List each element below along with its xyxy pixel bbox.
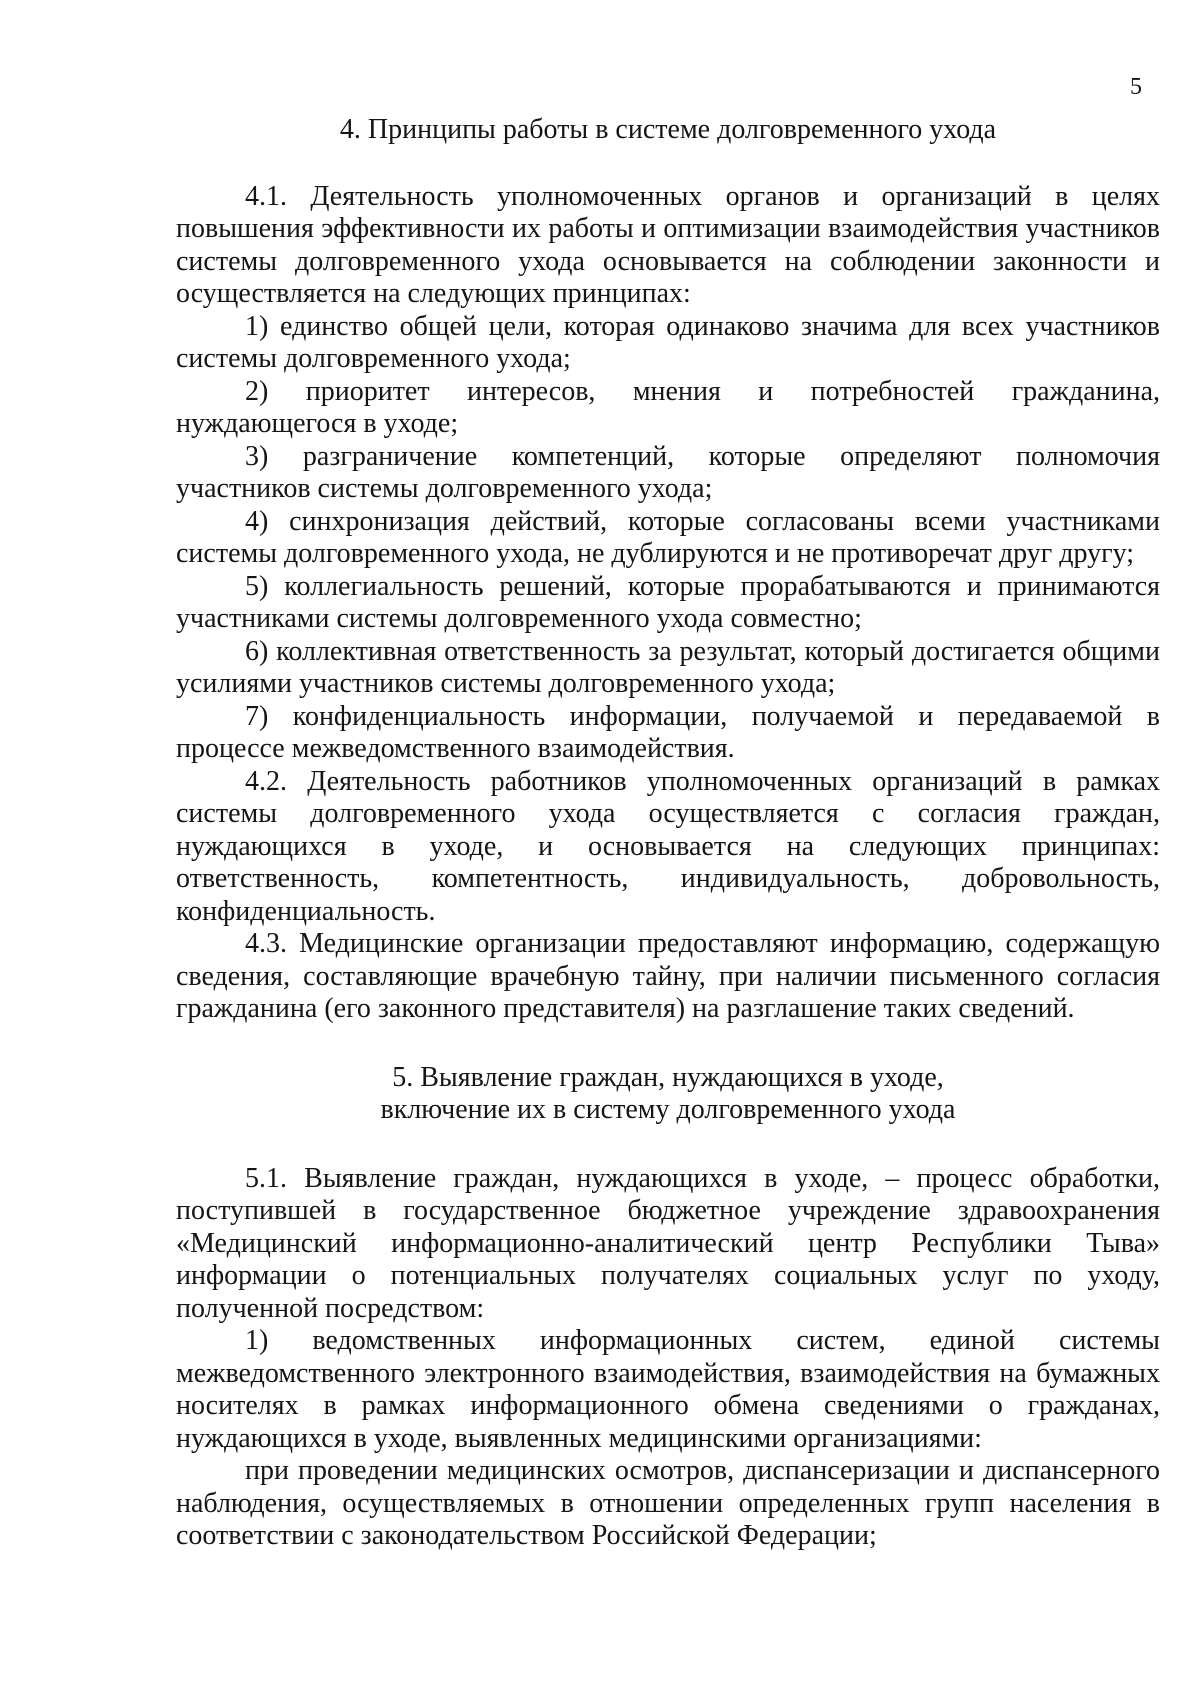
principle-item-4: 4) синхронизация действий, которые согласованы всеми участниками системы долговременного ухода, не дублируются и не противоречат друг другу; [176, 505, 1160, 569]
principle-item-2: 2) приоритет интересов, мнения и потребностей гражданина, нуждающегося в уходе; [176, 375, 1160, 439]
paragraph-5-1-item-1: 1) ведомственных информационных систем, единой системы межведомственного электронного взаимодействия, взаимодействия на бумажных носителях в рамках информационного обмена сведениями о гражданах, нуждающихся в уходе, выявленных медицинскими организациями: [176, 1325, 1160, 1454]
principle-item-6: 6) коллективная ответственность за результат, который достигается общими усилиями участников системы долговременного ухода; [176, 635, 1160, 699]
section-5-title-line-2: включение их в систему долговременного ухода [380, 1094, 956, 1125]
paragraph-5-1-subitem: при проведении медицинских осмотров, диспансеризации и диспансерного наблюдения, осуществляемых в отношении определенных групп населения в соответствии с законодательством Российской Федерации; [176, 1455, 1160, 1551]
section-5-title-line-1: 5. Выявление граждан, нуждающихся в уходе, [392, 1061, 944, 1093]
paragraph-4-1: 4.1. Деятельность уполномоченных органов и организаций в целях повышения эффективности их работы и оптимизации взаимодействия участников системы долговременного ухода основывается на соблюдении законности и осуществляется на следующих принципах: [176, 180, 1160, 309]
principle-item-1: 1) единство общей цели, которая одинаково значима для всех участников системы долговременного ухода; [176, 310, 1160, 374]
paragraph-4-3: 4.3. Медицинские организации предоставляют информацию, содержащую сведения, составляющие врачебную тайну, при наличии письменного согласия гражданина (его законного представителя) на разглашение таких сведений. [176, 928, 1160, 1024]
page-number: 5 [1130, 74, 1142, 100]
paragraph-5-1: 5.1. Выявление граждан, нуждающихся в уходе, – процесс обработки, поступившей в государственное бюджетное учреждение здравоохранения «Медицинский информационно-аналитический центр Республики Тыва» информации о потенциальных получателях социальных услуг по уходу, полученной посредством: [176, 1162, 1160, 1324]
paragraph-4-2: 4.2. Деятельность работников уполномоченных организаций в рамках системы долговременного ухода осуществляется с согласия граждан, нуждающихся в уходе, и основывается на следующих принципах: ответственность, компетентность, индивидуальность, добровольность, конфиденциальность. [176, 765, 1160, 927]
section-5-title [176, 1062, 1160, 1127]
principle-item-3: 3) разграничение компетенций, которые определяют полномочия участников системы долговременного ухода; [176, 440, 1160, 504]
principle-item-7: 7) конфиденциальность информации, получаемой и передаваемой в процессе межведомственного взаимодействия. [176, 700, 1160, 764]
principle-item-5: 5) коллегиальность решений, которые прорабатываются и принимаются участниками системы долговременного ухода совместно; [176, 570, 1160, 634]
section-4-title: 4. Принципы работы в системе долговременного ухода [339, 114, 997, 145]
document-body [176, 114, 1160, 1553]
